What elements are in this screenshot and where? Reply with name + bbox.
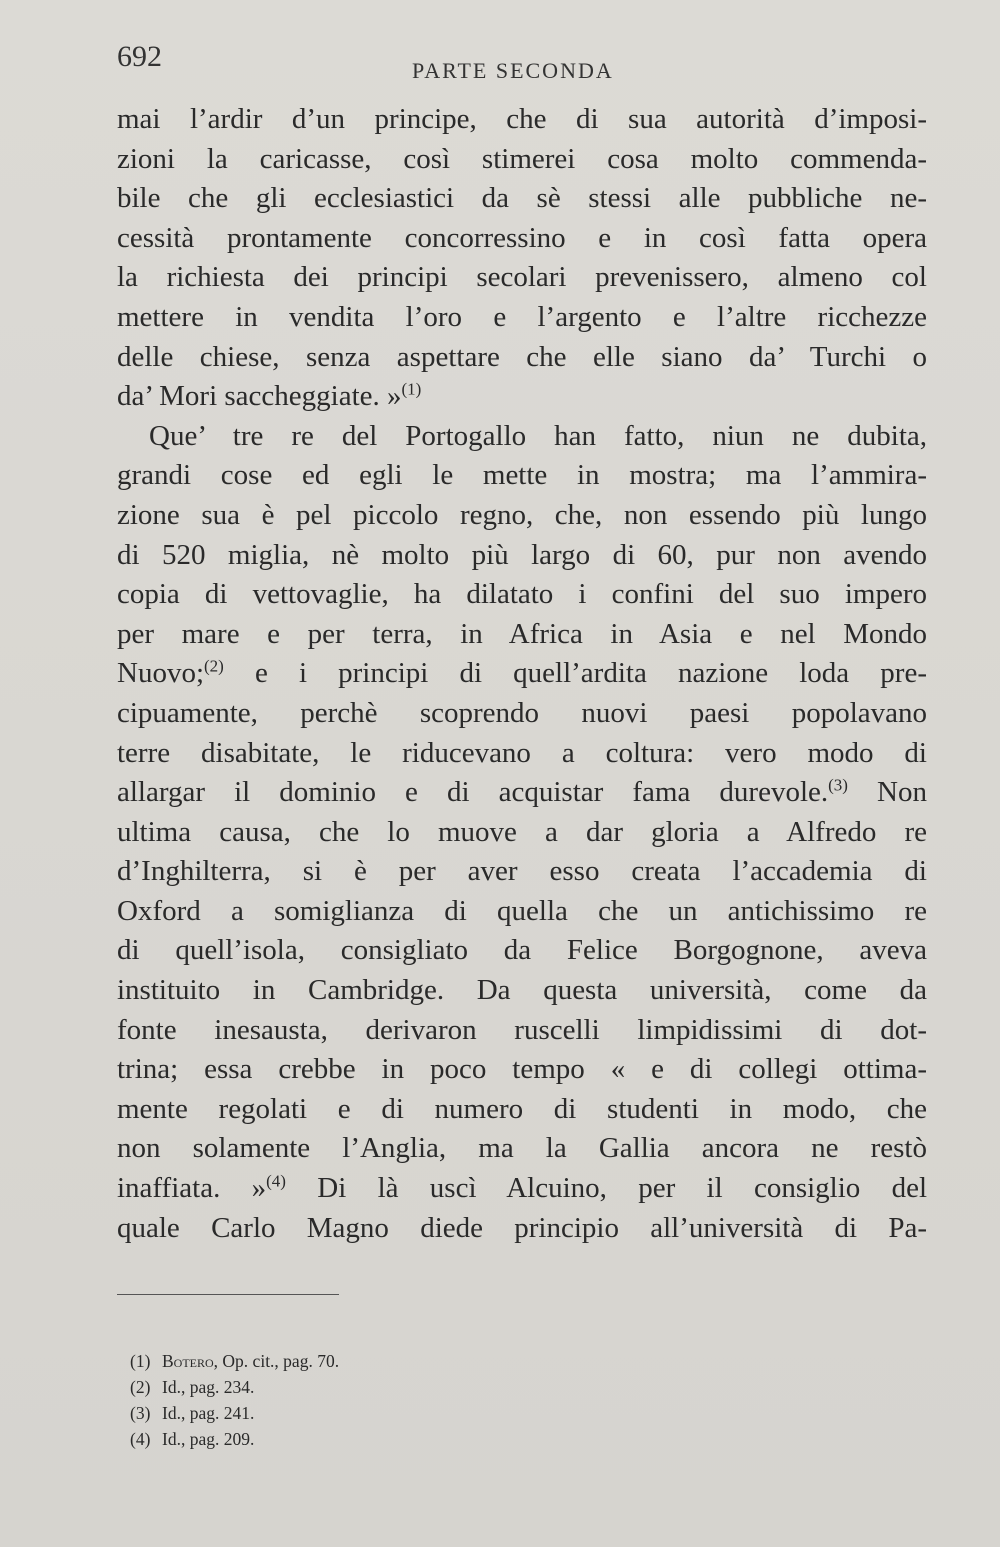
text-line: zioni la caricasse, così stimerei cosa molto commenda- <box>117 142 927 175</box>
footnote-rule <box>117 1294 339 1295</box>
text-line: la richiesta dei principi secolari prevenissero, almeno col <box>117 261 927 294</box>
text-line: ultima causa, che lo muove a dar gloria a Alfredo re <box>117 815 927 848</box>
footnote <box>130 1400 630 1426</box>
text-line: di quell’isola, consigliato da Felice Borgognone, aveva <box>117 934 927 967</box>
text-line: Oxford a somiglianza di quella che un antichissimo re <box>117 894 927 927</box>
text-line: mai l’ardir d’un principe, che di sua autorità d’imposi- <box>117 103 927 135</box>
text-line: da’ Mori saccheggiate. »$^{(1)}$ <box>117 379 422 413</box>
footnote-ref: (3) <box>828 775 848 795</box>
text-line: non solamente l’Anglia, ma la Gallia ancora ne restò <box>117 1132 927 1165</box>
footnote <box>130 1374 630 1400</box>
text-line: copia di vettovaglie, ha dilatato i confini del suo impero <box>117 578 927 611</box>
page-number: 692 <box>117 40 162 73</box>
text-line: zione sua è pel piccolo regno, che, non essendo più lungo <box>117 498 927 531</box>
footnote-ref: (1) <box>401 379 422 399</box>
footnote-text: Id., pag. 209. <box>162 1429 255 1449</box>
text-line: per mare e per terra, in Africa in Asia e nel Mondo <box>117 617 927 650</box>
text-line: allargar il dominio e di acquistar fama durevole.$^{(3)}$ Non <box>117 775 927 809</box>
footnote-number: (3) <box>130 1403 151 1423</box>
text-line: grandi cose ed egli le mette in mostra; ma l’ammira- <box>117 459 927 492</box>
text-line: mettere in vendita l’oro e l’argento e l’altre ricchezze <box>117 300 927 333</box>
text-line: di 520 miglia, nè molto più largo di 60, pur non avendo <box>117 538 927 571</box>
footnote-text: Id., pag. 241. <box>162 1403 255 1423</box>
footnote-ref: (2) <box>204 656 224 676</box>
text-line: cessità prontamente concorressino e in così fatta opera <box>117 221 927 254</box>
footnote-number: (4) <box>130 1429 151 1449</box>
footnote-number: (1) <box>130 1351 151 1371</box>
footnote-author: Botero <box>162 1351 214 1371</box>
text-line: trina; essa crebbe in poco tempo « e di collegi ottima- <box>117 1053 927 1086</box>
text-line: d’Inghilterra, si è per aver esso creata l’accademia di <box>117 855 927 888</box>
footnotes <box>130 1348 630 1452</box>
footnote-number: (2) <box>130 1377 151 1397</box>
footnote-text: , Op. cit., pag. 70. <box>213 1351 340 1371</box>
text-line: terre disabitate, le riducevano a coltura: vero modo di <box>117 736 927 769</box>
text-line: inaffiata. »$^{(4)}$ Di là uscì Alcuino, per il consiglio del <box>117 1171 927 1205</box>
footnote <box>130 1348 630 1374</box>
running-head: PARTE SECONDA <box>412 58 614 83</box>
page-header <box>117 40 917 90</box>
footnote-text: Id., pag. 234. <box>162 1377 255 1397</box>
text-line: bile che gli ecclesiastici da sè stessi alle pubbliche ne- <box>117 182 927 215</box>
main-text <box>117 100 927 1248</box>
text-line: fonte inesausta, derivaron ruscelli limpidissimi di dot- <box>117 1013 927 1046</box>
text-line: Que’ tre re del Portogallo han fatto, niun ne dubita, <box>149 419 927 452</box>
text-line: mente regolati e di numero di studenti in modo, che <box>117 1092 927 1125</box>
text-line: quale Carlo Magno diede principio all’università di Pa- <box>117 1211 927 1244</box>
footnote-ref: (4) <box>266 1171 286 1191</box>
text-line: delle chiese, senza aspettare che elle siano da’ Turchi o <box>117 340 927 373</box>
text-line: Nuovo;$^{(2)}$ e i principi di quell’ardita nazione loda pre- <box>117 656 927 690</box>
footnote <box>130 1426 630 1452</box>
text-line: cipuamente, perchè scoprendo nuovi paesi popolavano <box>117 696 927 729</box>
text-line: instituito in Cambridge. Da questa università, come da <box>117 974 927 1007</box>
